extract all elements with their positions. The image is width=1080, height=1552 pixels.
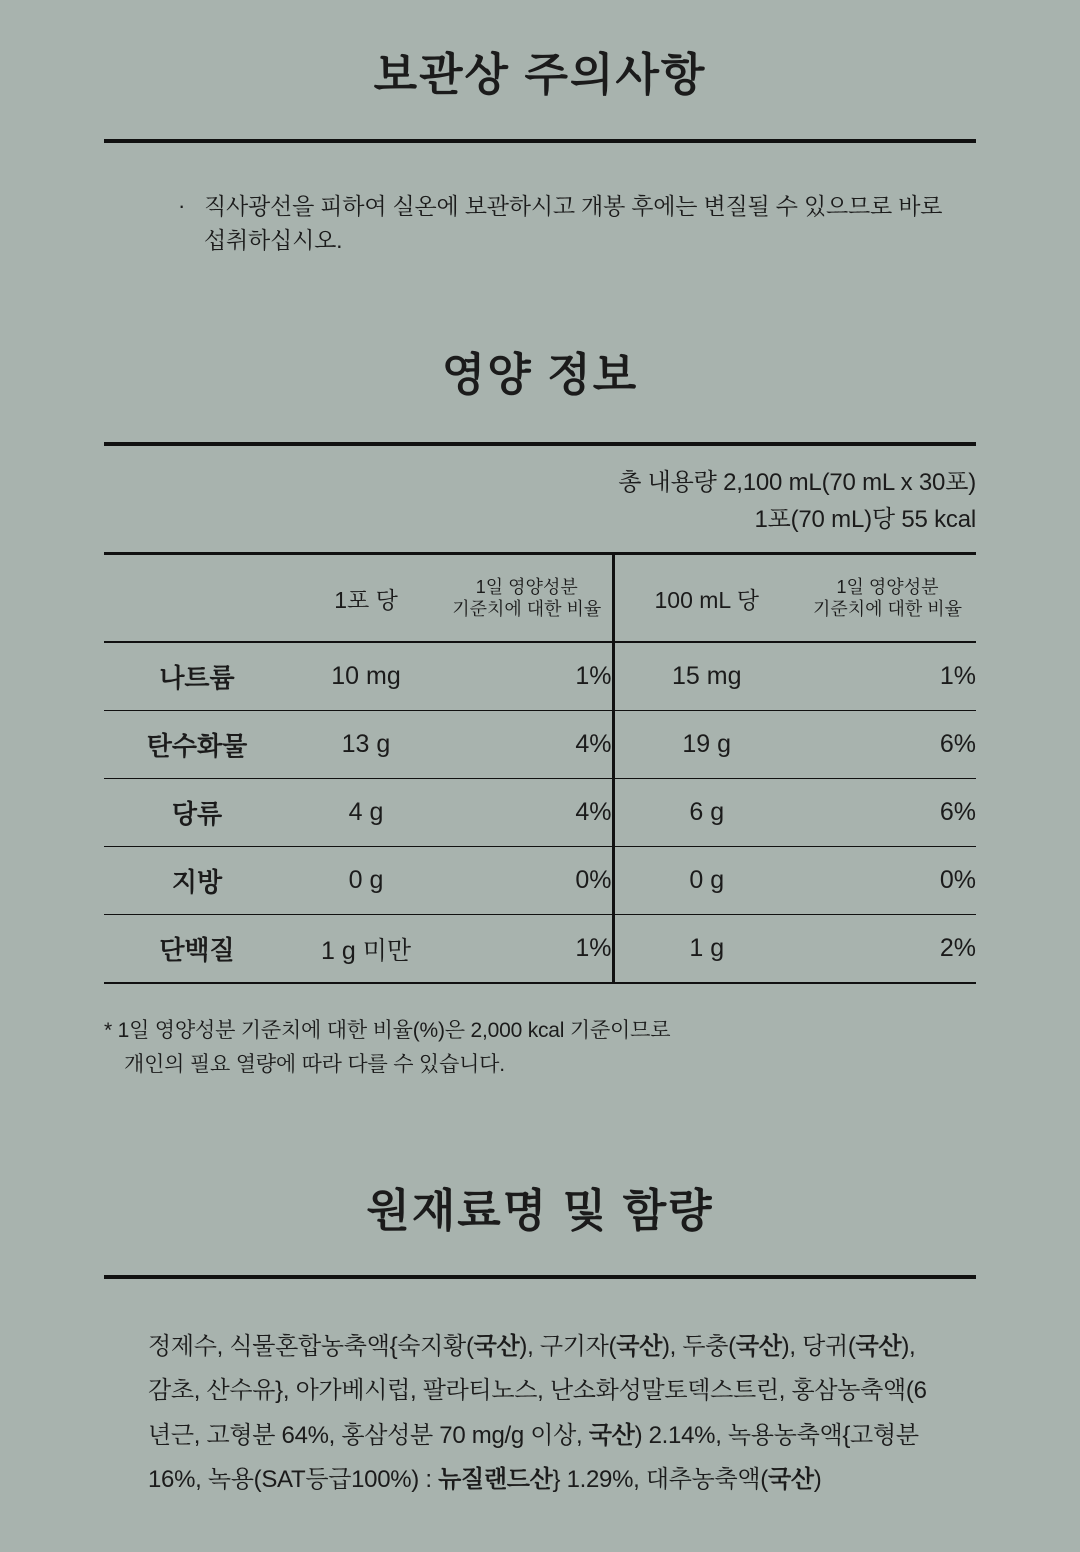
nutrient-per-100ml-dv: 6%: [799, 711, 976, 779]
table-header-row: [104, 554, 976, 643]
nutrient-per-pouch: 13 g: [290, 711, 442, 779]
column-header-per-100ml: 100 mL 당: [613, 554, 799, 643]
ingredients-text: 정제수, 식물혼합농축액{숙지황(국산), 구기자(국산), 두충(국산), 당귀(국산), 감초, 산수유}, 아가베시럽, 팔라티노스, 난소화성말토덱스트린, 홍삼농축액(6년근, 고형분 64%, 홍삼성분 70 mg/g 이상, 국산) 2.14%, 녹용농축액{고형분 16%, 녹용(SAT등급100%) : 뉴질랜드산} 1.29%, 대추농축액(국산): [148, 1333, 927, 1494]
storage-title-divider: [104, 139, 976, 143]
nutrient-name: 단백질: [104, 915, 290, 984]
nutrient-name: 탄수화물: [104, 711, 290, 779]
nutrient-per-pouch-dv: 0%: [442, 847, 613, 915]
nutrient-per-100ml: 19 g: [613, 711, 799, 779]
dv-label-line1: 1일 영양성분: [836, 576, 939, 597]
nutrient-per-pouch: 10 mg: [290, 642, 442, 711]
storage-section-title: 보관상 주의사항: [373, 49, 707, 100]
dv-label-line2: 기준치에 대한 비율: [812, 599, 963, 620]
nutrient-per-100ml-dv: 0%: [799, 847, 976, 915]
nutrient-per-100ml: 15 mg: [613, 642, 799, 711]
nutrient-per-pouch: 0 g: [290, 847, 442, 915]
table-row: [104, 847, 976, 915]
column-header-per-100ml-dv: [799, 554, 976, 643]
table-row: [104, 642, 976, 711]
nutrition-section-title: 영양 정보: [441, 348, 639, 400]
nutrient-per-100ml-dv: 2%: [799, 915, 976, 984]
dv-label-line1: 1일 영양성분: [475, 576, 578, 597]
footnote-line-2: 개인의 필요 열량에 따라 다를 수 있습니다.: [124, 1052, 505, 1076]
nutrient-per-100ml: 6 g: [613, 779, 799, 847]
list-item: [178, 189, 960, 258]
table-row: [104, 915, 976, 984]
serving-total: 총 내용량 2,100 mL(70 mL x 30포): [618, 469, 976, 496]
dv-label-line2: 기준치에 대한 비율: [452, 599, 602, 620]
nutrient-per-pouch-dv: 4%: [442, 779, 613, 847]
nutrient-per-100ml: 0 g: [613, 847, 799, 915]
nutrient-per-pouch-dv: 4%: [442, 711, 613, 779]
nutrition-footnote: [104, 1014, 976, 1081]
nutrient-per-pouch: 1 g 미만: [290, 915, 442, 984]
table-row: [104, 779, 976, 847]
nutrient-name: 나트륨: [104, 642, 290, 711]
bullet-icon: ·: [178, 192, 186, 218]
serving-calories: 1포(70 mL)당 55 kcal: [754, 506, 976, 534]
column-header-per-pouch: 1포 당: [290, 554, 442, 643]
storage-note-list: [0, 189, 1080, 258]
nutrient-per-pouch-dv: 1%: [442, 642, 613, 711]
nutrition-table-wrapper: [104, 446, 976, 984]
nutrient-name: 지방: [104, 847, 290, 915]
nutrient-name: 당류: [104, 779, 290, 847]
ingredients-title-divider: [104, 1275, 976, 1279]
nutrient-per-pouch-dv: 1%: [442, 915, 613, 984]
serving-info: [104, 446, 976, 538]
storage-note-text: 직사광선을 피하여 실온에 보관하시고 개봉 후에는 변질될 수 있으므로 바로 섭취하십시오.: [204, 192, 943, 253]
nutrition-facts-table: [104, 552, 976, 984]
nutrient-per-100ml-dv: 6%: [799, 779, 976, 847]
ingredients-section-title: 원재료명 및 함량: [366, 1184, 714, 1236]
nutrient-per-100ml-dv: 1%: [799, 642, 976, 711]
column-header-nutrient: [104, 554, 290, 643]
column-header-per-pouch-dv: [442, 554, 613, 643]
nutrient-per-pouch: 4 g: [290, 779, 442, 847]
nutrient-per-100ml: 1 g: [613, 915, 799, 984]
table-row: [104, 711, 976, 779]
footnote-line-1: * 1일 영양성분 기준치에 대한 비율(%)은 2,000 kcal 기준이므로: [104, 1019, 671, 1043]
